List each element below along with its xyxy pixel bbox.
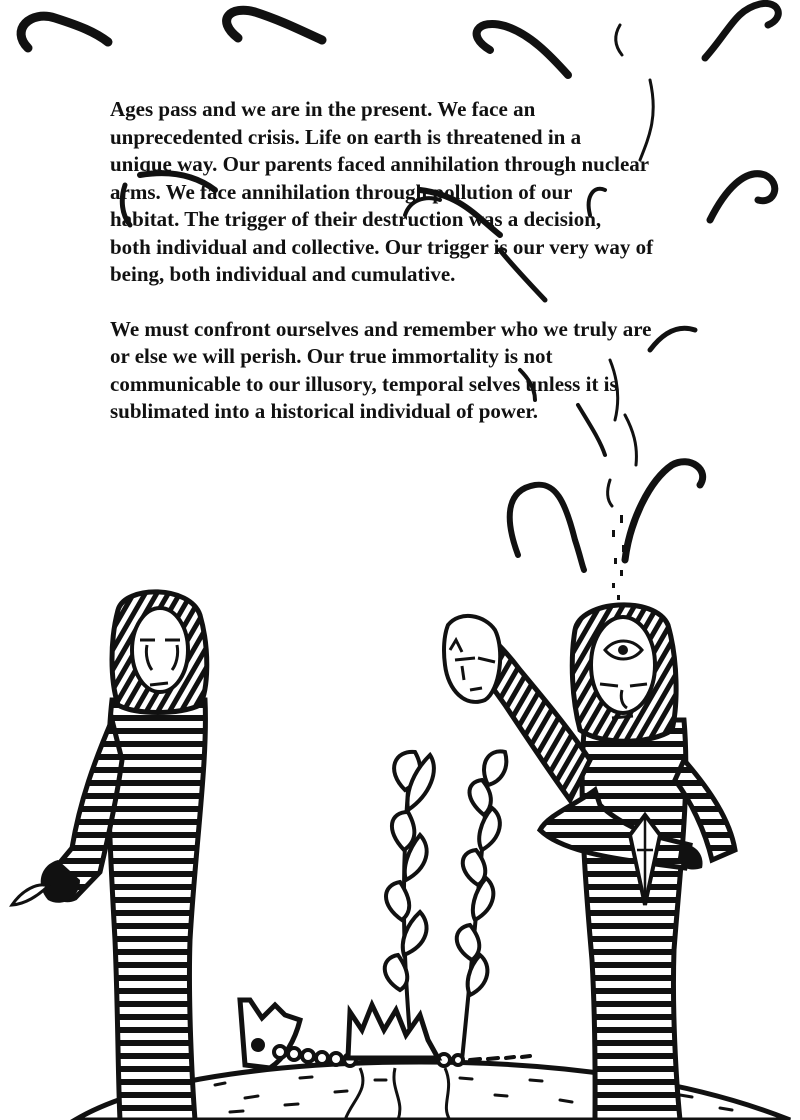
left-figure [12, 592, 207, 1120]
text-line: We must confront ourselves and remember who we truly are [110, 316, 652, 341]
right-figure-face [591, 617, 655, 713]
curl-top-center [227, 10, 322, 40]
curl-far-right [705, 3, 778, 58]
text-line: habitat. The trigger of their destruction was a decision, [110, 207, 602, 231]
paragraph-2 [110, 316, 750, 426]
right-seedling-leaves [457, 751, 507, 995]
right-figure [444, 605, 735, 1120]
text-line: or else we will perish. Our true immortality is not [110, 344, 553, 368]
ground-creature [240, 1000, 530, 1068]
text-line: Ages pass and we are in the present. We face an [110, 97, 536, 121]
text-line: both individual and collective. Our trigger is our very way of [110, 234, 654, 259]
curl-top-left [21, 16, 108, 48]
curl-tick-1 [616, 25, 622, 55]
creature-tail [470, 1056, 530, 1060]
text-line: being, both individual and cumulative. [110, 262, 456, 286]
text-line: sublimated into a historical individual of power. [110, 399, 539, 423]
left-seedling-leaves [385, 752, 434, 990]
text-line: unique way. Our parents faced annihilation through nuclear [110, 152, 650, 176]
left-figure-leaf [12, 885, 48, 905]
curl-top-right [477, 24, 568, 75]
text-line: arms. We face annihilation through pollution of our [110, 179, 573, 204]
text-line: unprecedented crisis. Life on earth is threatened in a [110, 124, 582, 149]
curl-right-arc [625, 462, 703, 560]
narrative-text [110, 96, 750, 426]
fire-crown [348, 1005, 438, 1058]
curl-right-small [608, 480, 612, 506]
paragraph-1 [110, 96, 750, 289]
curl-left-arc [510, 485, 584, 570]
left-figure-face [132, 608, 188, 692]
third-eye-icon [605, 641, 642, 659]
text-line: communicable to our illusory, temporal selves unless it is [110, 371, 618, 396]
right-figure-robe [582, 720, 686, 1120]
seedlings [385, 751, 507, 1060]
